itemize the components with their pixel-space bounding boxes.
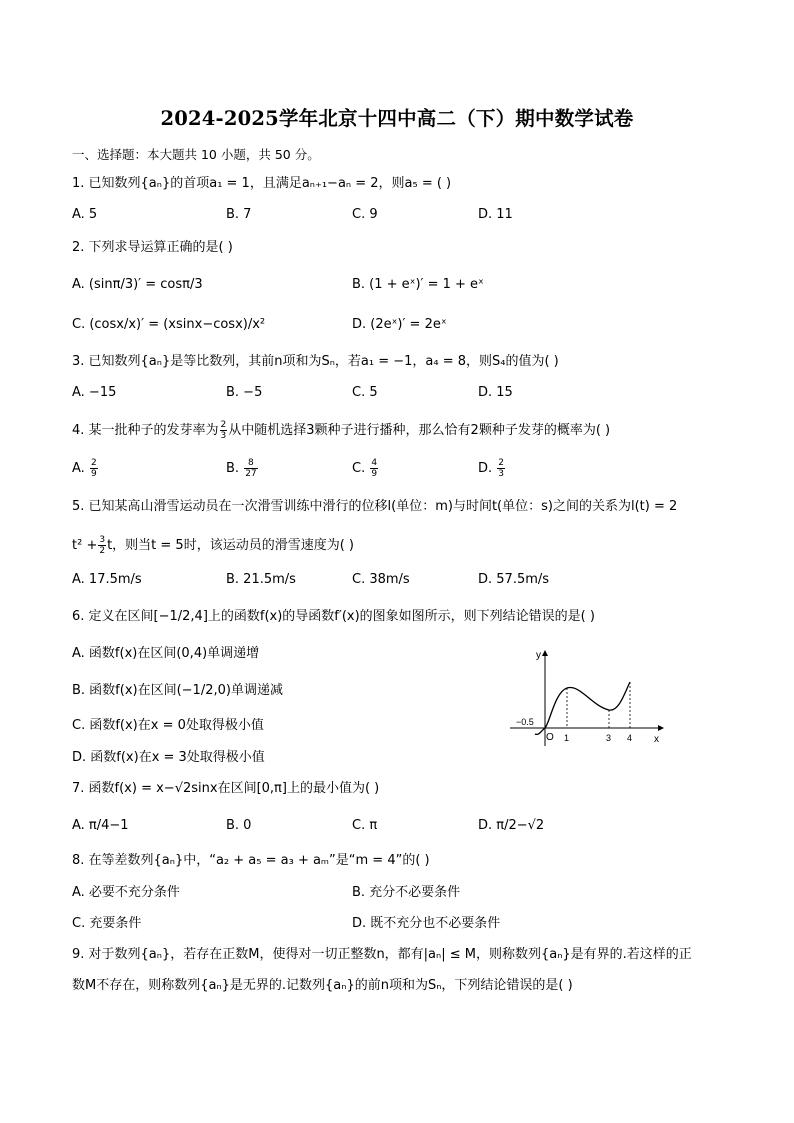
question-9-stem-line1: 9. 对于数列{aₙ}，若存在正数M，使得对一切正整数n，都有|aₙ| ≤ M，则称数列{aₙ}是有界的.若这样的正 xyxy=(72,947,692,962)
question-4-option-d: D. $\frac{2}{3}$ xyxy=(478,458,505,479)
tick-3: 3 xyxy=(606,733,612,743)
x-axis-label: x xyxy=(654,734,659,745)
question-5-stem-line2: t² + $\frac{3}{2}$ t，则当t = 5时，该运动员的滑雪速度为( ) xyxy=(72,535,354,556)
question-9-stem-line2: 数M不存在，则称数列{aₙ}是无界的.记数列{aₙ}的前n项和为Sₙ，下列结论错误的是( ) xyxy=(72,978,573,993)
question-2-option-a: A. (sinπ/3)′ = cosπ/3 xyxy=(72,277,203,292)
question-1-stem: 1. 已知数列{aₙ}的首项a₁ = 1，且满足aₙ₊₁−aₙ = 2，则a₅ = ( ) xyxy=(72,176,452,191)
question-6-stem: 6. 定义在区间[−1/2,4]上的函数f(x)的导函数f′(x)的图象如图所示，则下列结论错误的是( ) xyxy=(72,609,595,624)
section-heading: 一、选择题：本大题共 10 小题，共 50 分。 xyxy=(72,147,320,162)
question-3-option-c: C. 5 xyxy=(352,385,378,400)
question-8-option-a: A. 必要不充分条件 xyxy=(72,885,180,900)
y-axis-arrow-icon xyxy=(542,650,548,656)
question-4-stem-end: 从中随机选择3颗种子进行播种，那么恰有2颗种子发芽的概率为( ) xyxy=(228,423,611,438)
question-8-option-c: C. 充要条件 xyxy=(72,916,142,931)
question-7-option-b: B. 0 xyxy=(226,818,252,833)
question-6-option-d: D. 函数f(x)在x = 3处取得极小值 xyxy=(72,750,265,765)
question-1-option-b: B. 7 xyxy=(226,207,252,222)
question-3-option-a: A. −15 xyxy=(72,385,117,400)
tick-neg-half: −0.5 xyxy=(516,717,534,727)
question-4-stem xyxy=(72,420,610,441)
question-3-option-d: D. 15 xyxy=(478,385,513,400)
question-7-option-d: D. π/2−√2 xyxy=(478,818,545,833)
tick-1: 1 xyxy=(564,733,570,743)
question-2-option-c: C. (cosx/x)′ = (xsinx−cosx)/x² xyxy=(72,317,266,332)
question-7-stem: 7. 函数f(x) = x−√2sinx在区间[0,π]上的最小值为( ) xyxy=(72,781,380,796)
question-4-option-a: A. $\frac{2}{9}$ xyxy=(72,458,97,479)
question-5-stem-line1: 5. 已知某高山滑雪运动员在一次滑雪训练中滑行的位移l(单位：m)与时间t(单位：s)之间的关系为l(t) = 2 xyxy=(72,499,678,514)
derivative-graph xyxy=(508,646,666,748)
question-1-option-a: A. 5 xyxy=(72,207,98,222)
question-1-option-d: D. 11 xyxy=(478,207,513,222)
question-6-option-a: A. 函数f(x)在区间(0,4)单调递增 xyxy=(72,646,260,661)
question-4-option-c: C. $\frac{4}{9}$ xyxy=(352,458,378,479)
question-5-option-b: B. 21.5m/s xyxy=(226,572,296,587)
question-7-option-c: C. π xyxy=(352,818,378,833)
question-5-option-c: C. 38m/s xyxy=(352,572,410,587)
question-4-option-b: B. $\frac{8}{27}$ xyxy=(226,458,257,479)
question-2-stem: 2. 下列求导运算正确的是( ) xyxy=(72,240,233,255)
page-title: 2024-2025学年北京十四中高二（下）期中数学试卷 xyxy=(160,107,634,130)
question-1-option-c: C. 9 xyxy=(352,207,378,222)
derivative-curve xyxy=(535,682,630,734)
question-6-option-b: B. 函数f(x)在区间(−1/2,0)单调递减 xyxy=(72,683,283,698)
question-8-option-d: D. 既不充分也不必要条件 xyxy=(352,916,501,931)
question-4-stem-start: 4. 某一批种子的发芽率为 xyxy=(72,423,219,438)
question-3-option-b: B. −5 xyxy=(226,385,263,400)
question-8-stem: 8. 在等差数列{aₙ}中，“a₂ + a₅ = a₃ + aₘ”是“m = 4”的( ) xyxy=(72,853,430,868)
germination-rate-fraction: $\frac{2}{3}$ xyxy=(220,420,227,441)
question-5-option-d: D. 57.5m/s xyxy=(478,572,550,587)
tick-4: 4 xyxy=(627,733,633,743)
question-6-option-c: C. 函数f(x)在x = 0处取得极小值 xyxy=(72,718,264,733)
question-8-option-b: B. 充分不必要条件 xyxy=(352,885,461,900)
question-7-option-a: A. π/4−1 xyxy=(72,818,129,833)
origin-label: O xyxy=(546,732,554,743)
question-5-option-a: A. 17.5m/s xyxy=(72,572,142,587)
x-axis-arrow-icon xyxy=(658,725,664,731)
question-3-stem: 3. 已知数列{aₙ}是等比数列，其前n项和为Sₙ，若a₁ = −1，a₄ = 8，则S₄的值为( ) xyxy=(72,354,559,369)
question-2-option-b: B. (1 + eˣ)′ = 1 + eˣ xyxy=(352,277,484,292)
y-axis-label: y xyxy=(536,650,541,661)
question-2-option-d: D. (2eˣ)′ = 2eˣ xyxy=(352,317,447,332)
